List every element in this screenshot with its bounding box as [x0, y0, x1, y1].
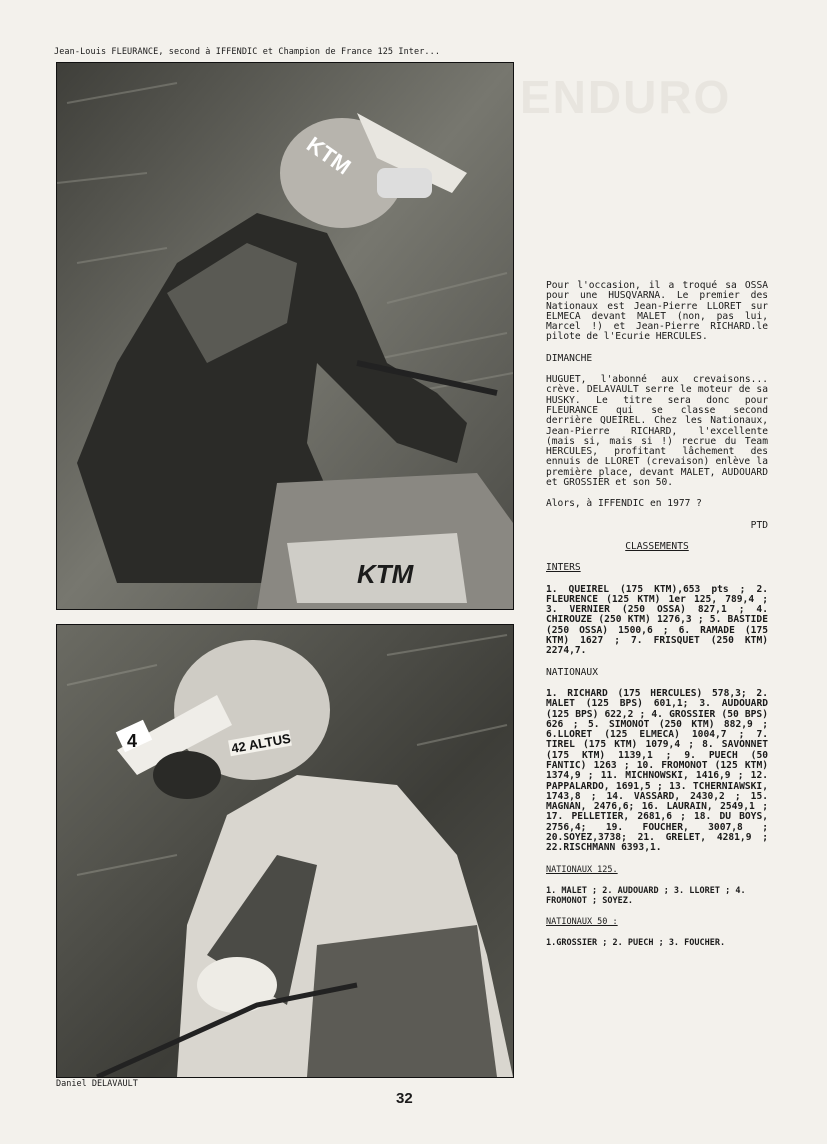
- photo-rider-altus: [56, 624, 514, 1078]
- photo-caption-top: Jean-Louis FLEURANCE, second à IFFENDIC et Champion de France 125 Inter...: [54, 47, 441, 57]
- nationaux-50-heading: NATIONAUX 50 :: [546, 916, 618, 927]
- watermark-title: ENDURO: [520, 71, 732, 123]
- page-number: 32: [396, 1090, 413, 1107]
- photo-caption-bottom: Daniel DELAVAULT: [56, 1079, 138, 1089]
- inters-heading: INTERS: [546, 562, 581, 574]
- closing-line: Alors, à IFFENDIC en 1977 ?: [546, 498, 702, 510]
- helmet-number-text: 4: [127, 731, 138, 751]
- nationaux-50-results: 1.GROSSIER ; 2. PUECH ; 3. FOUCHER.: [546, 937, 726, 948]
- article-column: [546, 281, 768, 959]
- fairing-ktm-text: KTM: [357, 559, 414, 589]
- helmet-ktm-text: KTM: [302, 131, 356, 180]
- dimanche-paragraph: HUGUET, l'abonné aux crevaisons... crève. DELAVAULT serre le moteur de sa HUSKY. Le titre sera donc pour FLEURANCE qui se classe second derrière QUEIREL. Chez les Nationaux, Jean-Pierre RICHARD, l'excellente (mais si, mais si !) recrue du Team HERCULES, profitant lâchement des ennuis de LLORET (crevaison) enlève la première place, devant MALET, AUDOUARD et GROSSIER et son 50.: [546, 374, 768, 489]
- inters-results: 1. QUEIREL (175 KTM),653 pts ; 2. FLEURENCE (125 KTM) 1er 125, 789,4 ; 3. VERNIER (250 OSSA) 827,1 ; 4. CHIROUZE (250 KTM) 1276,3 ; 5. BASTIDE (250 OSSA) 1500,6 ; 6. RAMADE (175 KTM) 1627 ; 7. FRISQUET (250 KTM) 2274,7.: [546, 583, 768, 657]
- dimanche-heading: DIMANCHE: [546, 352, 593, 364]
- classements-heading: CLASSEMENTS: [625, 540, 689, 552]
- helmet-altus-text: 42 ALTUS: [230, 730, 292, 756]
- intro-paragraph: Pour l'occasion, il a troqué sa OSSA pour une HUSQVARNA. Le premier des Nationaux est Jean-Pierre LLORET sur ELMECA devant MALET (non, pas lui, Marcel !) et Jean-Pierre RICHARD.le pilote de l'Ecurie HERCULES.: [546, 280, 768, 343]
- nationaux-results: 1. RICHARD (175 HERCULES) 578,3; 2. MALET (125 BPS) 601,1; 3. AUDOUARD (125 BPS) 622,2 ; 4. GROSSIER (50 BPS) 626 ; 5. SIMONOT (250 KTM) 882,9 ; 6.LLORET (125 ELMECA) 1004,7 ; 7. TIREL (175 KTM) 1079,4 ; 8. SAVONNET (175 KTM) 1139,1 ; 9. PUECH (50 FANTIC) 1263 ; 10. FROMONOT (125 KTM) 1374,9 ; 11. MICHNOWSKI, 1416,9 ; 12. PAPPALARDO, 1691,5 ; 13. TCHERNIAWSKI, 1743,8 ; 14. VASSARD, 2430,2 ; 15. MAGNAN, 2476,6; 16. LAURAIN, 2549,1 ; 17. PELLETIER, 2681,6 ; 18. DU BOYS, 2756,4; 19. FOUCHER, 3007,8 ; 20.SOYEZ,3738; 21. GRELET, 4281,9 ; 22.RISCHMANN 6393,1.: [546, 687, 768, 854]
- nationaux-125-results: 1. MALET ; 2. AUDOUARD ; 3. LLORET ; 4. FROMONOT ; SOYEZ.: [546, 885, 746, 906]
- nationaux-heading: NATIONAUX: [546, 666, 598, 678]
- author-signature: PTD: [750, 519, 768, 531]
- nationaux-125-heading: NATIONAUX 125.: [546, 864, 618, 875]
- photo-rider-ktm: [56, 62, 514, 610]
